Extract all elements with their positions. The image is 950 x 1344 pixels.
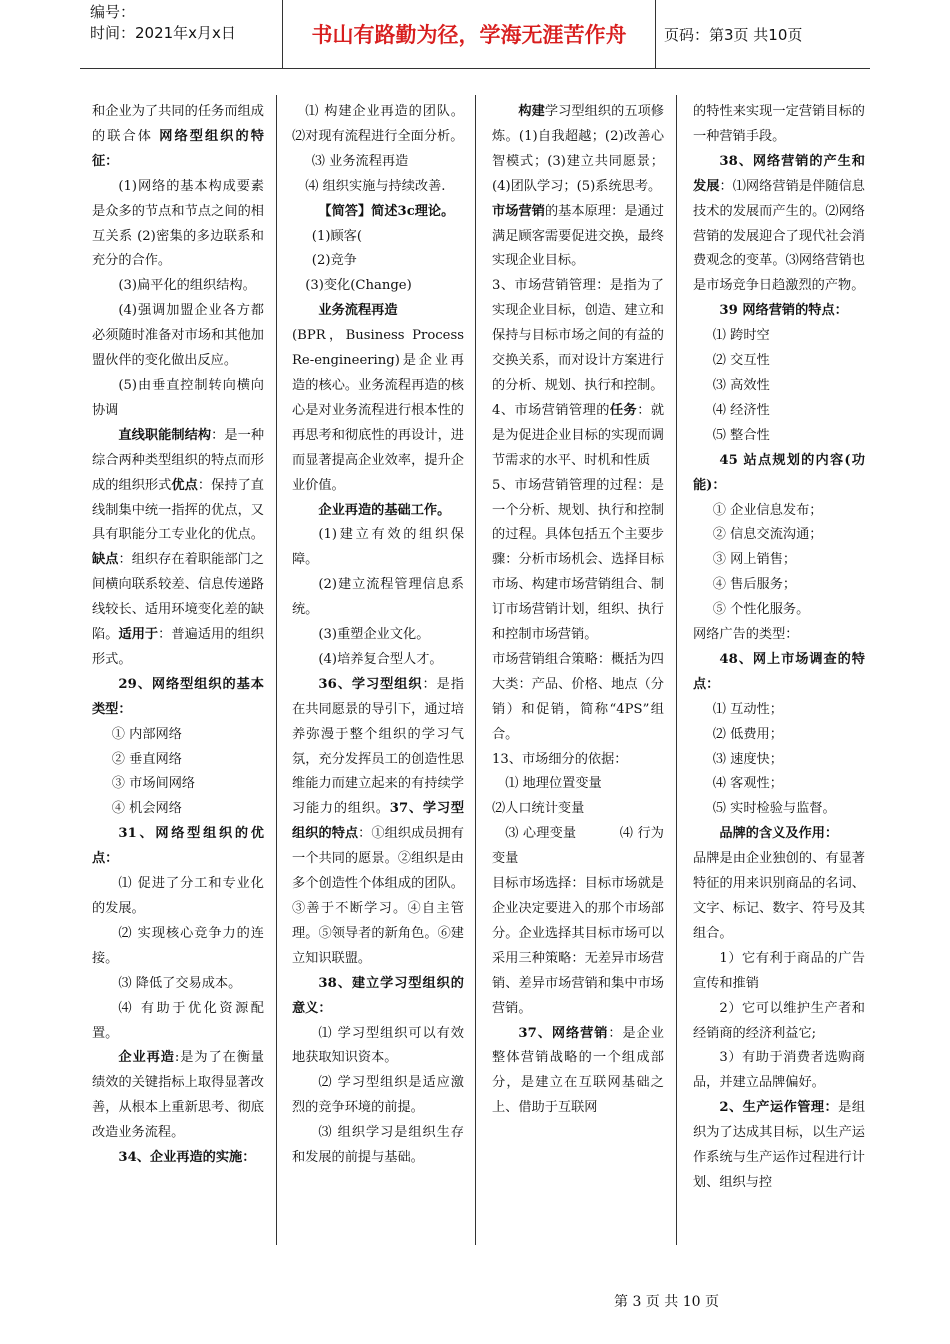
text-column-4	[693, 100, 865, 1196]
list-item: ⑸ 实时检验与监督。	[712, 801, 836, 817]
list-item: ② 信息交流沟通；	[712, 527, 823, 543]
column-divider	[475, 95, 476, 1245]
paragraph	[492, 1022, 664, 1122]
document-time-label: 时间：2021年x月x日	[90, 24, 236, 42]
term: 任务	[609, 402, 638, 418]
paragraph	[292, 673, 464, 972]
paragraph: 2）它可以维护生产者和经销商的经济利益它;	[693, 1000, 865, 1041]
paragraph: (2)建立流程管理信息系统。	[292, 577, 464, 618]
text-column-2	[292, 100, 464, 1171]
text: ：⑴网络营销是伴随信息技术的发展而产生的。⑵网络营销的发展迎合了现代社会消费观念的变革。⑶网络营销也是市场竞争日趋激烈的产物。	[693, 178, 865, 294]
header-motto: 书山有路勤为径，学海无涯苦作舟	[282, 0, 656, 68]
list-item: ⑴ 跨时空	[712, 328, 770, 344]
paragraph: 的特性来实现一定营销目标的一种营销手段。	[693, 104, 865, 144]
paragraph: (4)培养复合型人才。	[318, 651, 443, 667]
section-heading: 企业再造的基础工作。	[318, 502, 451, 518]
list-item: (1)顾客(	[311, 228, 362, 244]
paragraph	[693, 1096, 865, 1196]
paragraph	[492, 100, 664, 200]
list-item: ⑴ 互动性；	[712, 701, 783, 717]
text: 是组织为了达成其目标，以生产运作系统与生产运作过程进行计划、组织与控	[693, 1100, 866, 1190]
list-item: ③ 网上销售；	[712, 552, 797, 568]
paragraph: 3）有助于消费者选购商品，并建立品牌偏好。	[693, 1050, 865, 1091]
section-heading: 31、网络型组织的优点：	[92, 826, 264, 867]
paragraph: 品牌是由企业独创的、有显著特征的用来识别商品的名词、文字、标记、数字、符号及其组合。	[693, 851, 865, 941]
paragraph: 5、市场营销管理的过程：是一个分析、规划、执行和控制的过程。具体包括五个主要步骤：分析市场机会、选择目标市场、构建市场营销组合、制订市场营销计划，组织、执行和控制市场营销。	[492, 477, 664, 643]
paragraph: ⑶ 降低了交易成本。	[118, 975, 242, 991]
term: 36、学习型组织	[318, 676, 423, 692]
text: ：①组织成员拥有一个共同的愿景。②组织是由多个创造性个体组成的团队。③善于不断学习。④自主管理。⑤领导者的新角色。⑥建立知识联盟。	[292, 826, 464, 966]
section-heading: 品牌的含义及作用：	[719, 826, 839, 842]
text-column-3	[492, 100, 664, 1121]
term: 37、网络营销	[518, 1025, 609, 1041]
paragraph: (5)由垂直控制转向横向协调	[92, 377, 264, 418]
document-number-label: 编号：	[90, 3, 136, 21]
paragraph: 3、市场营销管理：是指为了实现企业目标，创造、建立和保持与目标市场之间的有益的交换关系，而对设计方案进行的分析、规划、执行和控制。	[492, 278, 664, 393]
text: ：是一种综合两种类型组织的特点而形成的组织形式	[92, 427, 265, 493]
page-header	[80, 0, 870, 69]
paragraph: ⑵ 学习型组织是适应激烈的竞争环境的前提。	[292, 1075, 464, 1116]
page-footer: 第 3 页 共 10 页	[614, 1294, 719, 1310]
list-item: (3)变化(Change)	[305, 278, 412, 294]
paragraph: (3)重塑企业文化。	[318, 627, 430, 643]
paragraph: 目标市场选择：目标市场就是企业决定要进入的那个市场部分。企业选择其目标市场可以采用三种策略：无差异市场营销、差异市场营销和集中市场营销。	[492, 876, 664, 1016]
paragraph	[92, 100, 264, 175]
paragraph	[492, 399, 664, 474]
paragraph	[492, 200, 664, 275]
term: 缺点	[92, 552, 119, 568]
paragraph: 1）它有利于商品的广告宣传和推销	[693, 950, 865, 991]
list-item: ⑶ 心理变量 ⑷ 行为变量	[492, 826, 664, 867]
term: 优点	[171, 477, 198, 493]
section-heading: 39 网络营销的特点：	[719, 303, 848, 319]
paragraph: ⑵ 实现核心竞争力的连接。	[92, 925, 264, 966]
list-item: ⑴ 地理位置变量	[505, 776, 602, 792]
term: 2、生产运作管理：	[719, 1100, 839, 1116]
list-item: ⑷ 客观性；	[712, 776, 783, 792]
text: ：组织存在着职能部门之间横向联系较差、信息传递路线较长、适用环境变化差的缺陷。	[92, 552, 264, 643]
list-item: ⑶ 速度快；	[712, 751, 783, 767]
section-heading: 【简答】简述3c理论。	[318, 203, 455, 219]
list-item: ② 垂直网络	[111, 751, 182, 767]
section-heading: 48、网上市场调查的特点：	[693, 651, 865, 692]
list-item: ① 内部网络	[111, 726, 182, 742]
paragraph: ⑶ 组织学习是组织生存和发展的前提与基础。	[292, 1125, 464, 1166]
paragraph: ⑷ 有助于优化资源配置。	[92, 1000, 264, 1041]
paragraph	[92, 424, 264, 673]
text: 4、市场营销管理的	[492, 402, 610, 418]
list-item: ⑵ 低费用；	[712, 726, 783, 742]
list-item: ④ 售后服务；	[712, 577, 797, 593]
term: 38、网络营销的产生和发展	[693, 153, 865, 194]
column-divider	[276, 95, 277, 1245]
list-item: ⑵人口统计变量	[492, 801, 585, 817]
term: 市场营销	[492, 203, 545, 219]
paragraph: ⑷ 组织实施与持续改善.	[305, 178, 446, 194]
text: :是为了在衡量绩效的关键指标上取得显著改善，从根本上重新思考、彻底改造业务流程。	[92, 1050, 264, 1141]
paragraph: ⑴ 学习型组织可以有效地获取知识资本。	[292, 1025, 464, 1066]
paragraph: 市场营销组合策略：概括为四大类：产品、价格、地点（分销）和促销，简称“4PS”组合。	[492, 651, 664, 742]
paragraph: 13、市场细分的依据：	[492, 751, 628, 767]
text: ：是企业整体营销战略的一个组成部分，是建立在互联网基础之上、借助于互联网	[492, 1025, 664, 1116]
term: 直线职能制结构	[118, 427, 212, 443]
section-heading: 45 站点规划的内容(功能)：	[693, 452, 865, 493]
section-heading: 34、企业再造的实施：	[118, 1150, 256, 1166]
text-column-1	[92, 100, 264, 1171]
text: ：是指在共同愿景的导引下，通过培养弥漫于整个组织的学习气氛，充分发挥员工的创造性思维能力而建立起来的有持续学习能力的组织。	[292, 676, 464, 817]
list-item: ⑵ 交互性	[712, 353, 770, 369]
paragraph: ⑴ 构建企业再造的团队。 ⑵对现有流程进行全面分析。	[292, 104, 464, 144]
text: 的基本原理：是通过满足顾客需要促进交换，最终实现企业目标。	[492, 203, 664, 269]
list-item: ⑷ 经济性	[712, 402, 770, 418]
section-heading: 38、建立学习型组织的意义：	[292, 975, 464, 1016]
paragraph: (3)扁平化的组织结构。	[118, 278, 256, 294]
list-item: ⑶ 高效性	[712, 377, 770, 393]
text: 学习型组织的五项修炼。(1)自我超越；(2)改善心智模式；(3)建立共同愿景；(4)团队学习；(5)系统思考。	[492, 104, 664, 194]
section-heading: 业务流程再造	[318, 303, 398, 319]
list-item: ① 企业信息发布；	[712, 502, 823, 518]
header-meta	[90, 2, 280, 44]
paragraph: (BPR，Business Process Re-engineering)是企业再造的核心。业务流程再造的核心是对业务流程进行根本性的再思考和彻底性的再设计，进而显著提高企业效率，提升企业价值。	[292, 328, 464, 493]
list-item: ⑤ 个性化服务。	[712, 602, 810, 618]
paragraph	[92, 1046, 264, 1146]
heading: 网络型组织的特征：	[92, 128, 264, 169]
paragraph: ⑶ 业务流程再造	[311, 153, 409, 169]
paragraph: 网络广告的类型：	[693, 627, 799, 643]
text: 和企业为了共同的任务而组成的联合体	[92, 104, 264, 144]
paragraph: ⑴ 促进了分工和专业化的发展。	[92, 876, 264, 916]
term: 适用于	[118, 627, 159, 643]
section-heading: 29、网络型组织的基本类型：	[92, 676, 264, 717]
term: 37、学习型组织的特点	[292, 801, 465, 842]
text: ：普遍适用的组织形式。	[92, 627, 264, 667]
column-divider	[676, 95, 677, 1245]
paragraph	[693, 150, 865, 299]
list-item: ④ 机会网络	[111, 801, 182, 817]
term: 构建	[518, 104, 545, 119]
list-item: (2)竞争	[311, 253, 357, 269]
paragraph: (4)强调加盟企业各方都必须随时准备对市场和其他加盟伙伴的变化做出反应。	[92, 303, 264, 369]
text: ：保持了直线制集中统一指挥的优点，又具有职能分工专业化的优点。	[92, 477, 264, 543]
paragraph: (1)网络的基本构成要素是众多的节点和节点之间的相互关系 (2)密集的多边联系和充分的合作。	[92, 178, 264, 269]
header-page-info: 页码：第3页 共10页	[664, 26, 803, 44]
term: 企业再造	[118, 1050, 175, 1066]
list-item: ③ 市场间网络	[111, 776, 196, 792]
text: ：就是为促进企业目标的实现而调节需求的水平、时机和性质	[492, 402, 665, 468]
list-item: ⑸ 整合性	[712, 427, 770, 443]
paragraph: (1)建立有效的组织保障。	[292, 527, 464, 568]
